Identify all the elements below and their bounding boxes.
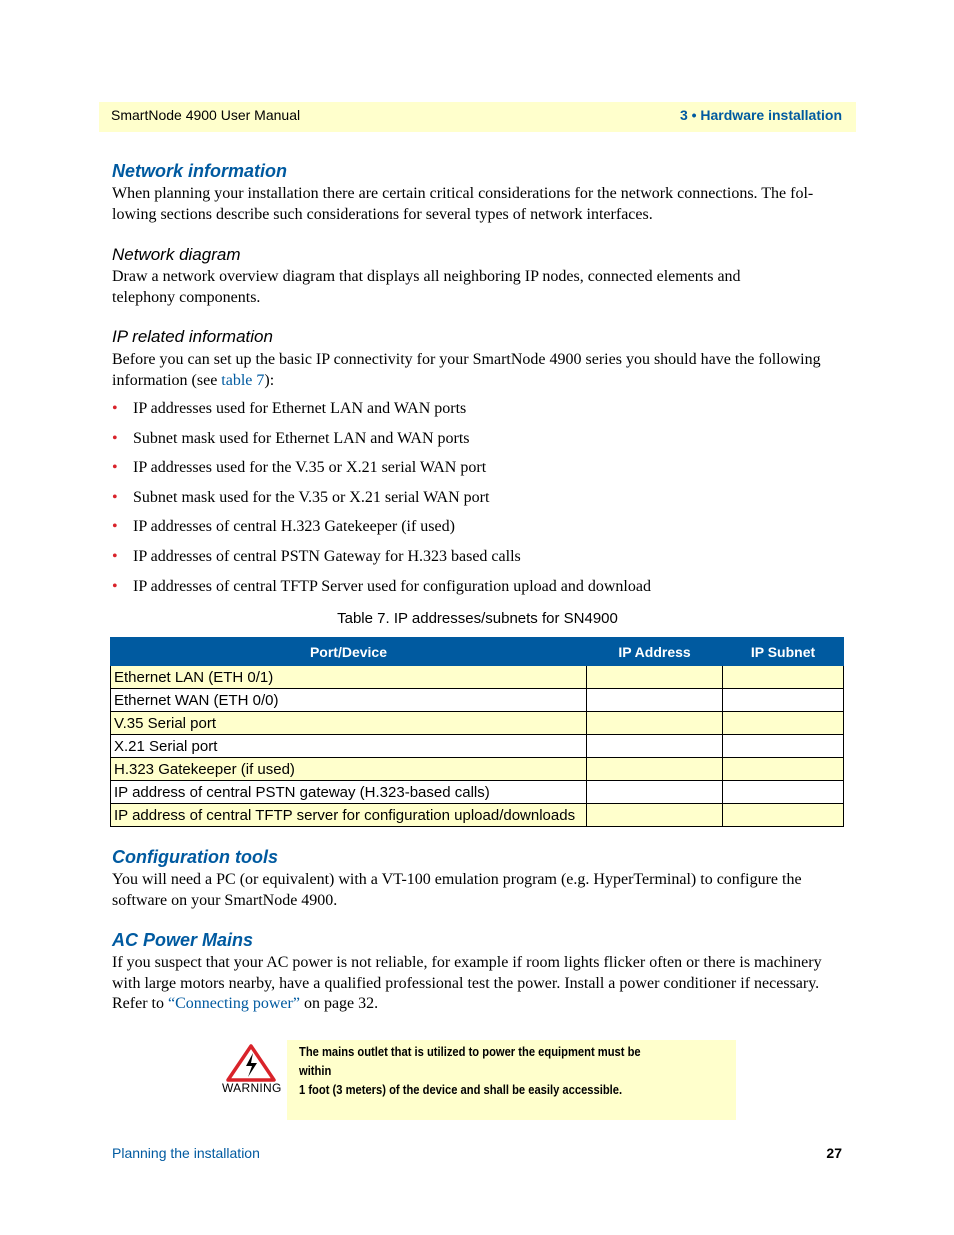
bullet-icon: • — [112, 518, 118, 536]
port-device-cell: Ethernet LAN (ETH 0/1) — [111, 666, 587, 689]
port-device-cell: H.323 Gatekeeper (if used) — [111, 758, 587, 781]
warning-box — [287, 1040, 736, 1120]
table-row — [111, 804, 844, 827]
port-device-cell: X.21 Serial port — [111, 735, 587, 758]
footer-section-title: Planning the installation — [112, 1145, 260, 1161]
configuration-tools-heading: Configuration tools — [112, 847, 278, 867]
table-7-link[interactable]: table 7 — [221, 371, 265, 389]
bullet-icon: • — [112, 459, 118, 477]
table-row — [111, 666, 844, 689]
network-diagram-body: Draw a network overview diagram that displays all neighboring IP nodes, connected elements and telephony components. — [112, 268, 741, 306]
table-row — [111, 689, 844, 712]
chapter-title: 3 • Hardware installation — [679, 107, 842, 123]
running-header — [99, 102, 856, 132]
bullet-icon: • — [112, 400, 118, 417]
bullet-icon: • — [112, 488, 118, 506]
list-item: • IP addresses used for the V.35 or X.21 serial WAN port — [112, 457, 852, 487]
port-device-cell: Ethernet WAN (ETH 0/0) — [111, 689, 587, 712]
ip-subnet-cell — [723, 758, 844, 781]
port-device-cell: IP address of central PSTN gateway (H.323-based calls) — [111, 781, 587, 804]
ip-address-cell — [587, 781, 723, 804]
ip-subnet-cell — [723, 781, 844, 804]
ip-related-body: Before you can set up the basic IP connectivity for your SmartNode 4900 series you should have the following information (see table 7): — [112, 351, 821, 389]
port-device-cell: V.35 Serial port — [111, 712, 587, 735]
network-diagram-heading: Network diagram — [112, 245, 241, 264]
connecting-power-link[interactable]: “Connecting power” — [167, 995, 300, 1012]
ip-subnet-cell — [723, 689, 844, 712]
list-item: • IP addresses of central TFTP Server used for configuration upload and download — [112, 576, 852, 606]
network-information-body: When planning your installation there are certain critical considerations for the network connections. The fol-lowing sections describe such considerations for several types of network interfaces. — [112, 185, 814, 223]
bullet-icon: • — [112, 547, 118, 565]
table-row — [111, 781, 844, 804]
table-row — [111, 758, 844, 781]
ip-address-cell — [587, 689, 723, 712]
network-information-heading: Network information — [112, 161, 288, 181]
bullet-icon: • — [112, 429, 118, 447]
table-header-row — [111, 638, 844, 666]
warning-text: The mains outlet that is utilized to power the equipment must be within 1 foot (3 meters) of the device and shall be easily accessible. — [299, 1044, 641, 1097]
page-number: 27 — [826, 1145, 842, 1161]
list-item: • Subnet mask used for Ethernet LAN and WAN ports — [112, 428, 852, 458]
table-caption: Table 7. IP addresses/subnets for SN4900 — [337, 610, 618, 627]
ip-related-heading: IP related information — [112, 327, 273, 346]
warning-label: WARNING — [222, 1081, 282, 1095]
configuration-tools-body: You will need a PC (or equivalent) with a VT-100 emulation program (e.g. HyperTerminal) to configure the software on your SmartNode 4900. — [112, 871, 802, 909]
ip-address-cell — [587, 758, 723, 781]
ip-subnet-cell — [723, 735, 844, 758]
port-device-cell: IP address of central TFTP server for configuration upload/downloads — [111, 804, 587, 827]
ac-power-body: If you suspect that your AC power is not reliable, for example if room lights flicker often or there is machinery with large motors nearby, have a qualified professional test the power. Install a power conditioner if necessary. Refer to “Connecting power” on page 32. — [112, 954, 822, 1012]
ip-subnet-cell — [723, 804, 844, 827]
ip-subnet-cell — [723, 712, 844, 735]
ip-address-table — [110, 637, 844, 827]
table-row — [111, 712, 844, 735]
table-row — [111, 735, 844, 758]
ip-info-list — [112, 398, 852, 605]
ip-address-cell — [587, 735, 723, 758]
manual-title: SmartNode 4900 User Manual — [111, 107, 301, 123]
column-header-port-device: Port/Device — [111, 638, 587, 666]
bullet-icon: • — [112, 577, 118, 595]
ip-subnet-cell — [723, 666, 844, 689]
list-item: • IP addresses of central PSTN Gateway for H.323 based calls — [112, 546, 852, 576]
list-item: • Subnet mask used for the V.35 or X.21 serial WAN port — [112, 487, 852, 517]
column-header-ip-address: IP Address — [587, 638, 723, 666]
ip-address-cell — [587, 712, 723, 735]
column-header-ip-subnet: IP Subnet — [723, 638, 844, 666]
ac-power-heading: AC Power Mains — [112, 930, 254, 950]
list-item: • IP addresses used for Ethernet LAN and WAN ports — [112, 398, 852, 428]
ip-address-cell — [587, 804, 723, 827]
ip-address-cell — [587, 666, 723, 689]
list-item: • IP addresses of central H.323 Gatekeeper (if used) — [112, 516, 852, 546]
